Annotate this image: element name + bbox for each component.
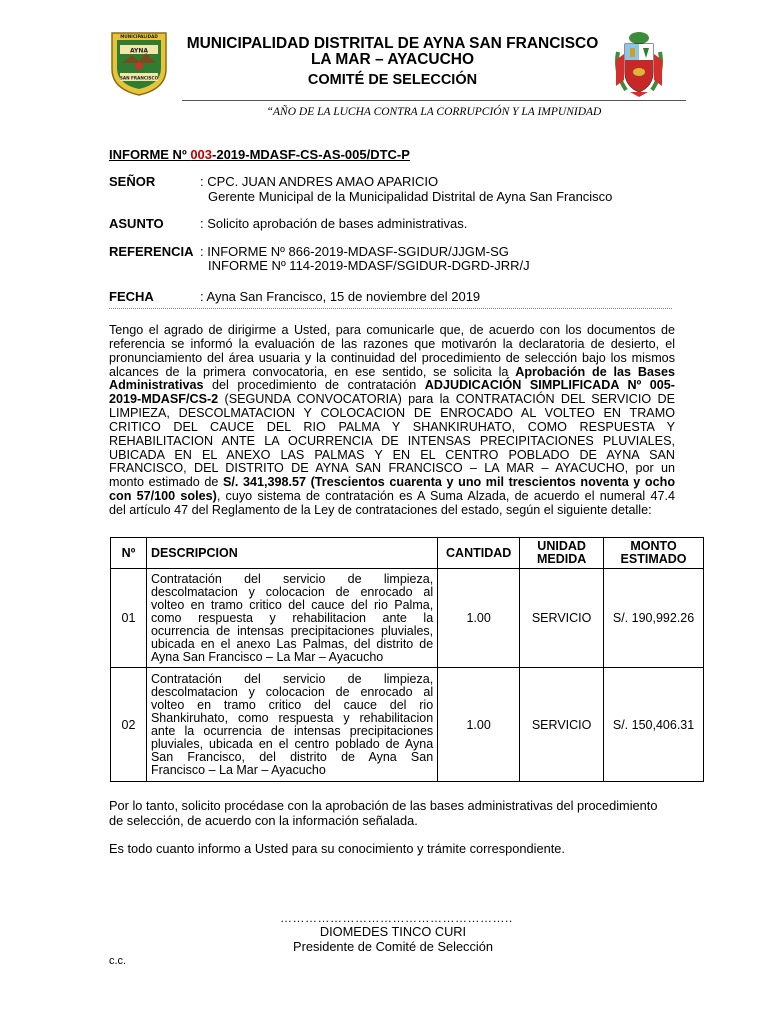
signatory-name: DIOMEDES TINCO CURI xyxy=(319,924,467,939)
paragraph-line: REHABILITACION ANTE LA OCURRENCIA DE INTENSAS PRECIPITACIONES PLUVIALES, xyxy=(109,433,675,448)
row-monto: S/. 150,406.31 xyxy=(604,668,704,782)
paragraph-line: con 57/100 soles), cuyo sistema de contratación es A Suma Alzada, de acuerdo el numeral 47.4 xyxy=(109,489,675,504)
logo-mid-text: AYNA xyxy=(129,47,149,55)
asunto-value: : Solicito aprobación de bases administrativas. xyxy=(200,216,468,231)
paragraph-line: FRANCISCO, DEL DISTRITO DE AYNA SAN FRANCISCO – LA MAR – AYACUCHO, por un xyxy=(109,461,675,476)
table-row xyxy=(111,569,704,668)
header-cantidad: CANTIDAD xyxy=(438,538,520,569)
paragraph-line: LIMPIEZA, DESCOLMATACION Y COLOCACION DE ENROCADO AL VOLTEO EN TRAMO xyxy=(109,406,675,421)
fecha-label: FECHA xyxy=(109,289,154,304)
body-paragraph xyxy=(109,324,675,518)
header-line-1: MUNICIPALIDAD DISTRITAL DE AYNA SAN FRANCISCO xyxy=(186,35,599,52)
logo-bottom-text: SAN FRANCISCO xyxy=(119,75,159,81)
senor-value: : CPC. JUAN ANDRES AMAO APARICIO xyxy=(200,174,439,189)
paragraph-line: referencia se informó la evaluación de las razones que motivarón la declaratoria de desierto, el xyxy=(109,336,675,351)
closing-final-line: Es todo cuanto informo a Usted para su conocimiento y trámite correspondiente. xyxy=(109,841,565,856)
row-monto: S/. 190,992.26 xyxy=(604,569,704,668)
detail-table xyxy=(110,537,704,782)
paragraph-line: CRITICO DEL CAUCE DEL RIO PALMA Y SHANKIRUHATO, COMO RESPUESTA Y xyxy=(109,419,675,434)
informe-suffix: -2019-MDASF-CS-AS-005/DTC-P xyxy=(212,147,410,162)
year-motto: “AÑO DE LA LUCHA CONTRA LA CORRUPCIÓN Y LA IMPUNIDAD xyxy=(266,106,602,118)
paragraph-line: monto estimado de S/. 341,398.57 (Trescientos cuarenta y uno mil trescientos noventa y ocho xyxy=(109,475,676,490)
paragraph-line: alcances de la primera convocatoria, en ese sentido, se solicita la Aprobación de las Bases xyxy=(109,364,675,379)
paragraph-line: UBICADA EN EL ANEXO LAS PALMAS Y EN EL CENTRO POBLADO DE AYNA SAN xyxy=(109,447,675,462)
row-cantidad: 1.00 xyxy=(438,668,520,782)
row-description: Contratación del servicio de limpieza, descolmatacion y colocacion de enrocado al volteo en tramo critico del cauce del rio Palma, como respuesta y rehabilitacion ante la ocurrencia de intensas precipitaciones pluviales, ubicada en el anexo Las Palmas, del distrito de Ayna San Francisco – La Mar – Ayacucho xyxy=(146,569,437,668)
closing-line-1: Por lo tanto, solicito procédase con la aprobación de las bases administrativas del procedimiento xyxy=(109,798,658,813)
referencia-value-1: : INFORME Nº 866-2019-MDASF-SGIDUR/JJGM-SG xyxy=(200,244,509,259)
header-line-2: LA MAR – AYACUCHO xyxy=(310,51,475,68)
header-monto: MONTO ESTIMADO xyxy=(604,538,704,569)
municipal-logo xyxy=(108,29,170,97)
closing-line-2: de selección, de acuerdo con la información señalada. xyxy=(109,812,418,828)
paragraph-line: pronunciamiento del área usuaria y la continuidad del procedimiento de selección bajo los mismos xyxy=(109,350,675,365)
header-num: Nº xyxy=(111,538,147,569)
paragraph-line: 2019-MDASF/CS-2 (SEGUNDA CONVOCATORIA) para la CONTRATACIÓN DEL SERVICIO DE xyxy=(109,392,675,407)
header-descripcion: DESCRIPCION xyxy=(146,538,437,569)
coat-of-arms xyxy=(612,30,666,98)
fecha-value: : Ayna San Francisco, 15 de noviembre del 2019 xyxy=(200,289,481,304)
header-divider xyxy=(182,100,686,101)
paragraph-line: Tengo el agrado de dirigirme a Usted, para comunicarle que, de acuerdo con los documentos de xyxy=(109,323,675,337)
fields-separator xyxy=(109,308,672,309)
paragraph-line: Administrativas del procedimiento de contratación ADJUDICACIÓN SIMPLIFICADA Nº 005- xyxy=(109,378,675,393)
informe-title xyxy=(109,147,410,162)
informe-prefix: INFORME Nº xyxy=(109,147,191,162)
logo-top-text: MUNICIPALIDAD xyxy=(120,34,158,39)
carbon-copy: c.c. xyxy=(109,955,127,967)
table-header-row xyxy=(111,538,704,569)
signature-line: ……………………………………………….. xyxy=(280,911,513,925)
closing-paragraph xyxy=(109,799,675,828)
paragraph-line: del artículo 47 del Reglamento de la Ley de contrataciones del estado, según el siguiente detalle: xyxy=(109,502,652,517)
informe-number: 003 xyxy=(190,147,213,162)
referencia-label: REFERENCIA xyxy=(109,244,194,259)
row-num: 01 xyxy=(111,569,147,668)
signatory-role: Presidente de Comité de Selección xyxy=(293,939,493,954)
referencia-value-2: INFORME Nº 114-2019-MDASF/SGIDUR-DGRD-JRR/J xyxy=(208,258,530,273)
table-row xyxy=(111,668,704,782)
asunto-label: ASUNTO xyxy=(109,216,164,231)
header-line-3: COMITÉ DE SELECCIÓN xyxy=(307,72,478,88)
row-cantidad: 1.00 xyxy=(438,569,520,668)
row-unidad: SERVICIO xyxy=(520,668,604,782)
senor-position: Gerente Municipal de la Municipalidad Distrital de Ayna San Francisco xyxy=(208,189,613,204)
header-unidad: UNIDAD MEDIDA xyxy=(520,538,604,569)
senor-label: SEÑOR xyxy=(109,174,156,189)
row-num: 02 xyxy=(111,668,147,782)
row-description: Contratación del servicio de limpieza, descolmatacion y colocacion de enrocado al volteo en tramo critico del cauce del rio Shankiruhato, como respuesta y rehabilitacion ante la ocurrencia de intensas precipitaciones pluviales, ubicada en el centro poblado de Ayna San Francisco, del distrito de Ayna San Francisco – La Mar – Ayacucho xyxy=(146,668,437,782)
row-unidad: SERVICIO xyxy=(520,569,604,668)
